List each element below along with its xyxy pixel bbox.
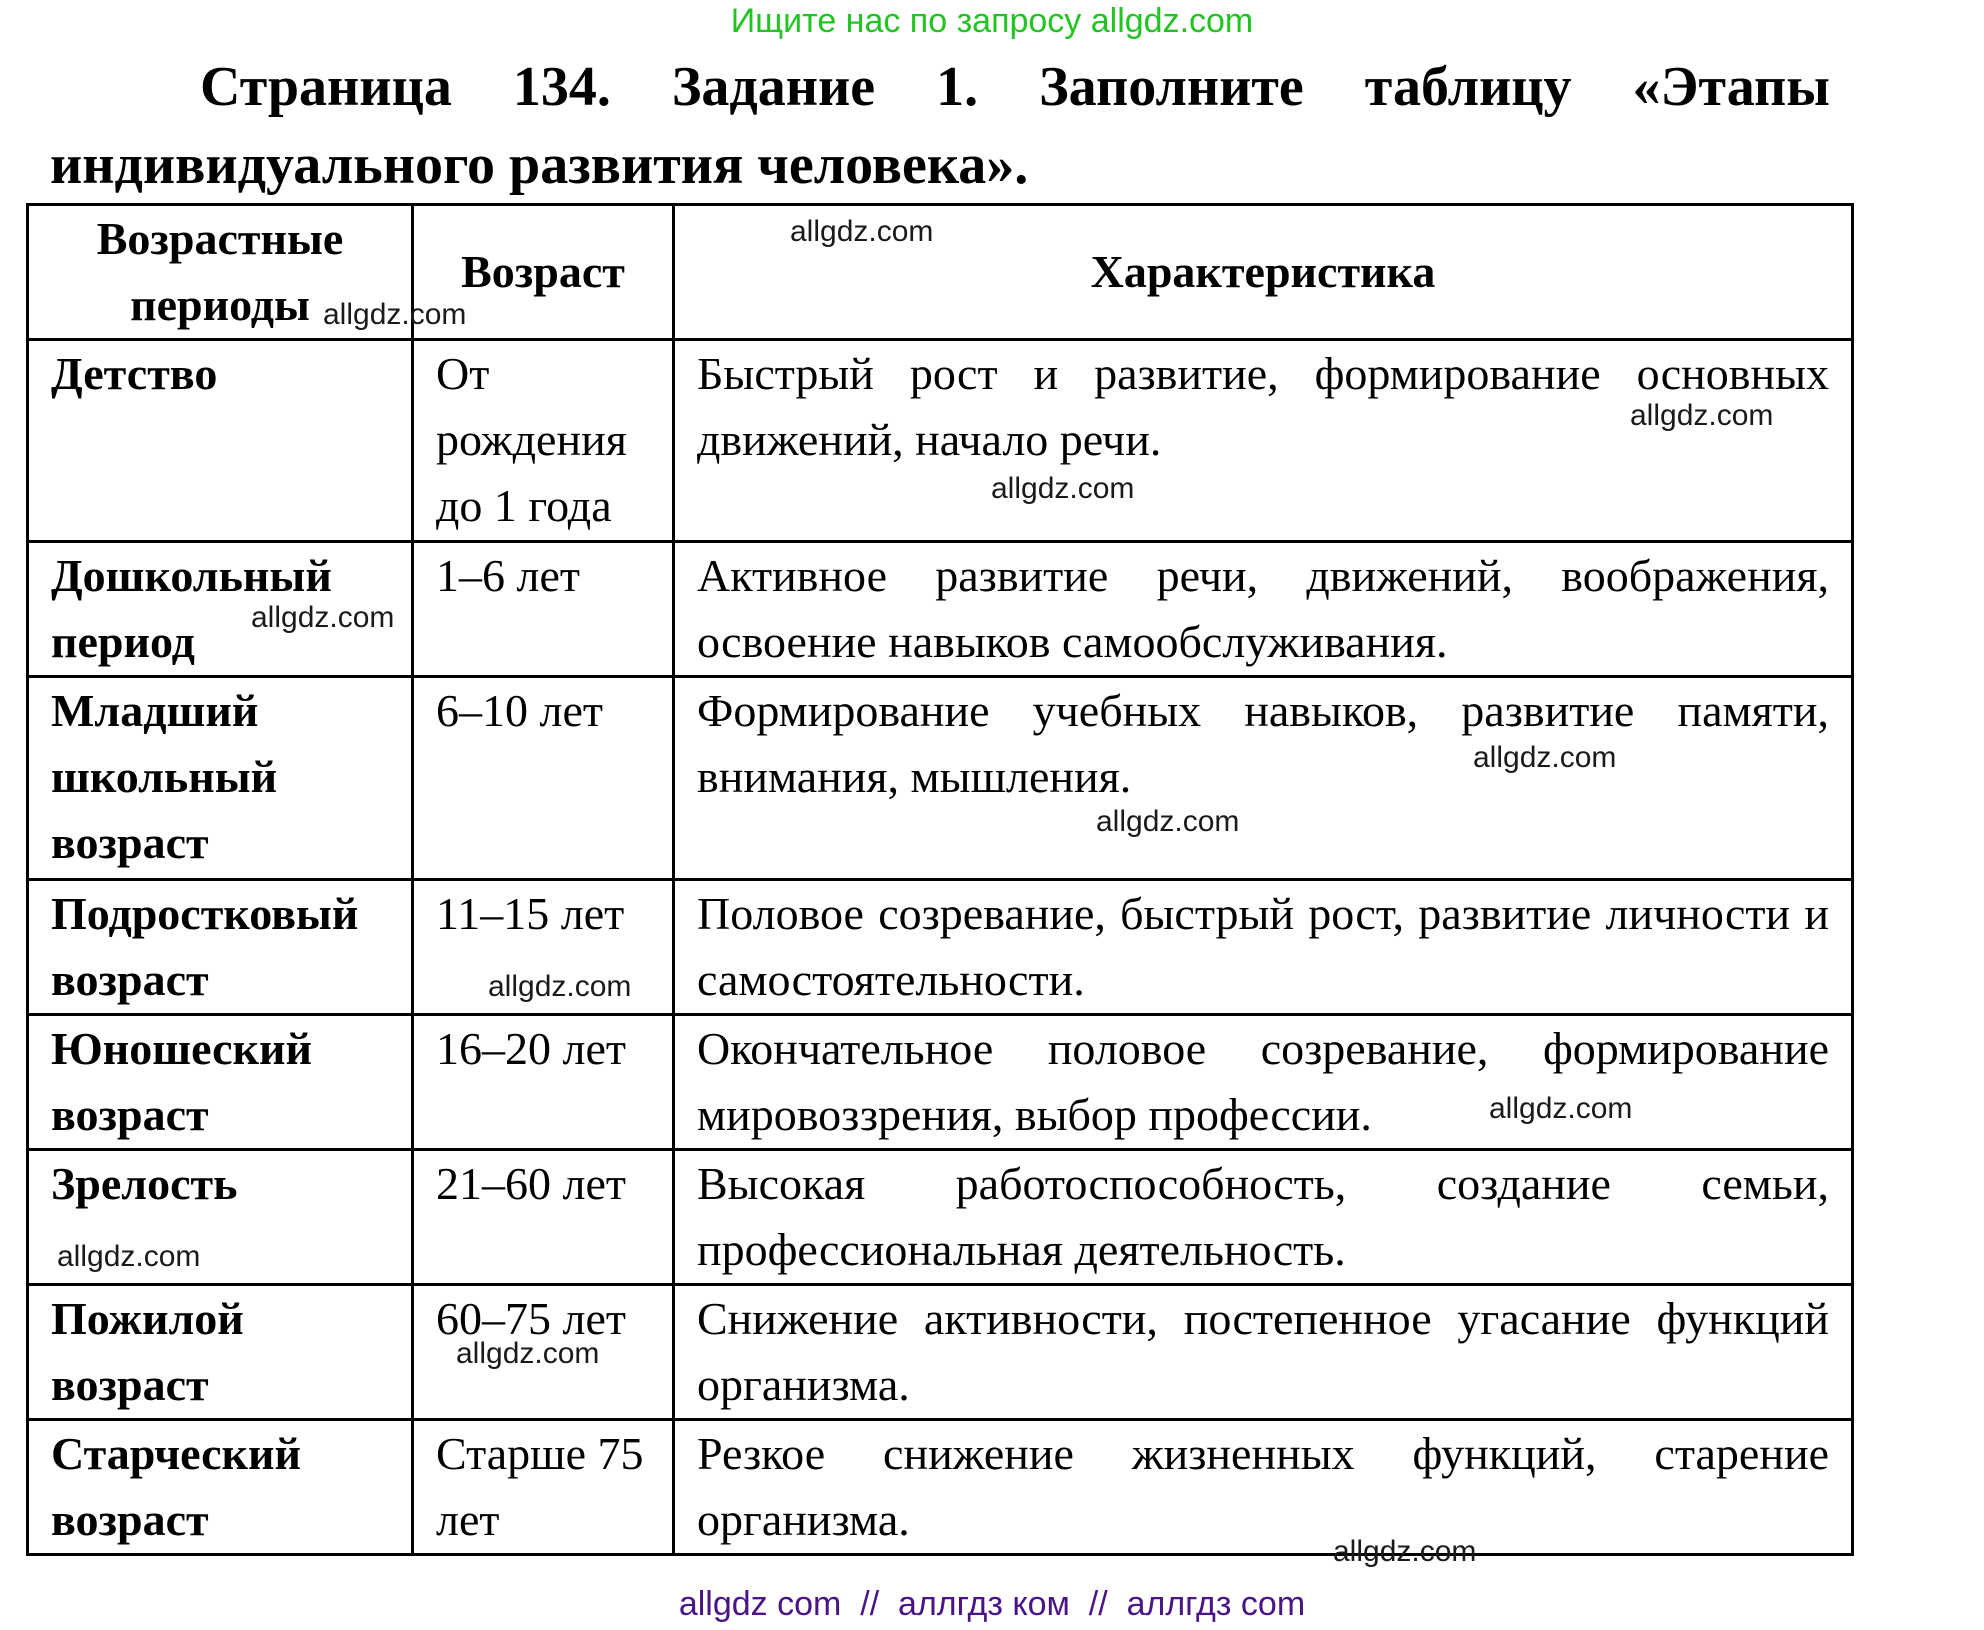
header-periods: Возрастные периоды bbox=[28, 205, 413, 340]
header-characteristic: Характеристика bbox=[674, 205, 1853, 340]
table-row bbox=[28, 340, 1853, 542]
promo-banner: Ищите нас по запросу allgdz.com bbox=[730, 2, 1254, 40]
table-row bbox=[28, 1420, 1853, 1555]
period-cell: Юношеский возраст bbox=[28, 1015, 413, 1150]
period-cell: Младший школьный возраст bbox=[28, 677, 413, 880]
table-row bbox=[28, 1285, 1853, 1420]
description-cell: Окончательное половое созревание, формирование мировоззрения, выбор профессии. bbox=[674, 1015, 1853, 1150]
age-cell: 21–60 лет bbox=[413, 1150, 674, 1285]
table-header-row bbox=[28, 205, 1853, 340]
table-row bbox=[28, 880, 1853, 1015]
footer-watermark: allgdz com // аллгдз ком // аллгдз com bbox=[678, 1585, 1306, 1623]
period-cell: Старческий возраст bbox=[28, 1420, 413, 1555]
watermark: allgdz.com bbox=[790, 215, 934, 248]
age-cell: 6–10 лет bbox=[413, 677, 674, 880]
description-cell: Быстрый рост и развитие, формирование основных движений, начало речи. bbox=[674, 340, 1853, 542]
title-word: таблицу bbox=[1364, 56, 1572, 118]
description-cell: Активное развитие речи, движений, воображения, освоение навыков самообслуживания. bbox=[674, 542, 1853, 677]
period-cell: Зрелость bbox=[28, 1150, 413, 1285]
watermark: allgdz.com bbox=[456, 1337, 600, 1370]
watermark: allgdz.com bbox=[1489, 1092, 1633, 1125]
header-age: Возраст bbox=[413, 205, 674, 340]
period-cell: Подростковый возраст bbox=[28, 880, 413, 1015]
age-cell: 1–6 лет bbox=[413, 542, 674, 677]
age-cell: 16–20 лет bbox=[413, 1015, 674, 1150]
title-line-1 bbox=[50, 48, 1830, 126]
age-periods-table bbox=[26, 203, 1854, 1556]
watermark: allgdz.com bbox=[1473, 741, 1617, 774]
description-cell: Половое созревание, быстрый рост, развитие личности и самостоятельности. bbox=[674, 880, 1853, 1015]
description-cell: Формирование учебных навыков, развитие памяти, внимания, мышления. bbox=[674, 677, 1853, 880]
watermark: allgdz.com bbox=[57, 1240, 201, 1273]
watermark: allgdz.com bbox=[1333, 1535, 1477, 1568]
description-cell: Резкое снижение жизненных функций, старение организма. bbox=[674, 1420, 1853, 1555]
title-word: «Этапы bbox=[1632, 56, 1830, 118]
description-cell: Снижение активности, постепенное угасание функций организма. bbox=[674, 1285, 1853, 1420]
age-cell: От рождения до 1 года bbox=[413, 340, 674, 542]
watermark: allgdz.com bbox=[488, 970, 632, 1003]
watermark: allgdz.com bbox=[251, 601, 395, 634]
period-cell: Дошкольный период bbox=[28, 542, 413, 677]
watermark: allgdz.com bbox=[1096, 805, 1240, 838]
table-row bbox=[28, 677, 1853, 880]
table-row bbox=[28, 1150, 1853, 1285]
title-word: Страница bbox=[200, 56, 452, 118]
period-cell: Пожилой возраст bbox=[28, 1285, 413, 1420]
watermark: allgdz.com bbox=[1630, 399, 1774, 432]
title-word: Заполните bbox=[1039, 56, 1304, 118]
age-cell: 60–75 лет bbox=[413, 1285, 674, 1420]
age-cell: 11–15 лет bbox=[413, 880, 674, 1015]
watermark: allgdz.com bbox=[991, 472, 1135, 505]
page-title bbox=[50, 48, 1830, 204]
title-line-2: индивидуального развития человека». bbox=[50, 134, 1029, 196]
description-cell: Высокая работоспособность, создание семьи, профессиональная деятельность. bbox=[674, 1150, 1853, 1285]
age-cell: Старше 75 лет bbox=[413, 1420, 674, 1555]
title-word: 1. bbox=[936, 56, 979, 118]
title-word: 134. bbox=[512, 56, 611, 118]
watermark: allgdz.com bbox=[323, 298, 467, 331]
period-cell: Детство bbox=[28, 340, 413, 542]
table-row bbox=[28, 1015, 1853, 1150]
title-word: Задание bbox=[671, 56, 876, 118]
